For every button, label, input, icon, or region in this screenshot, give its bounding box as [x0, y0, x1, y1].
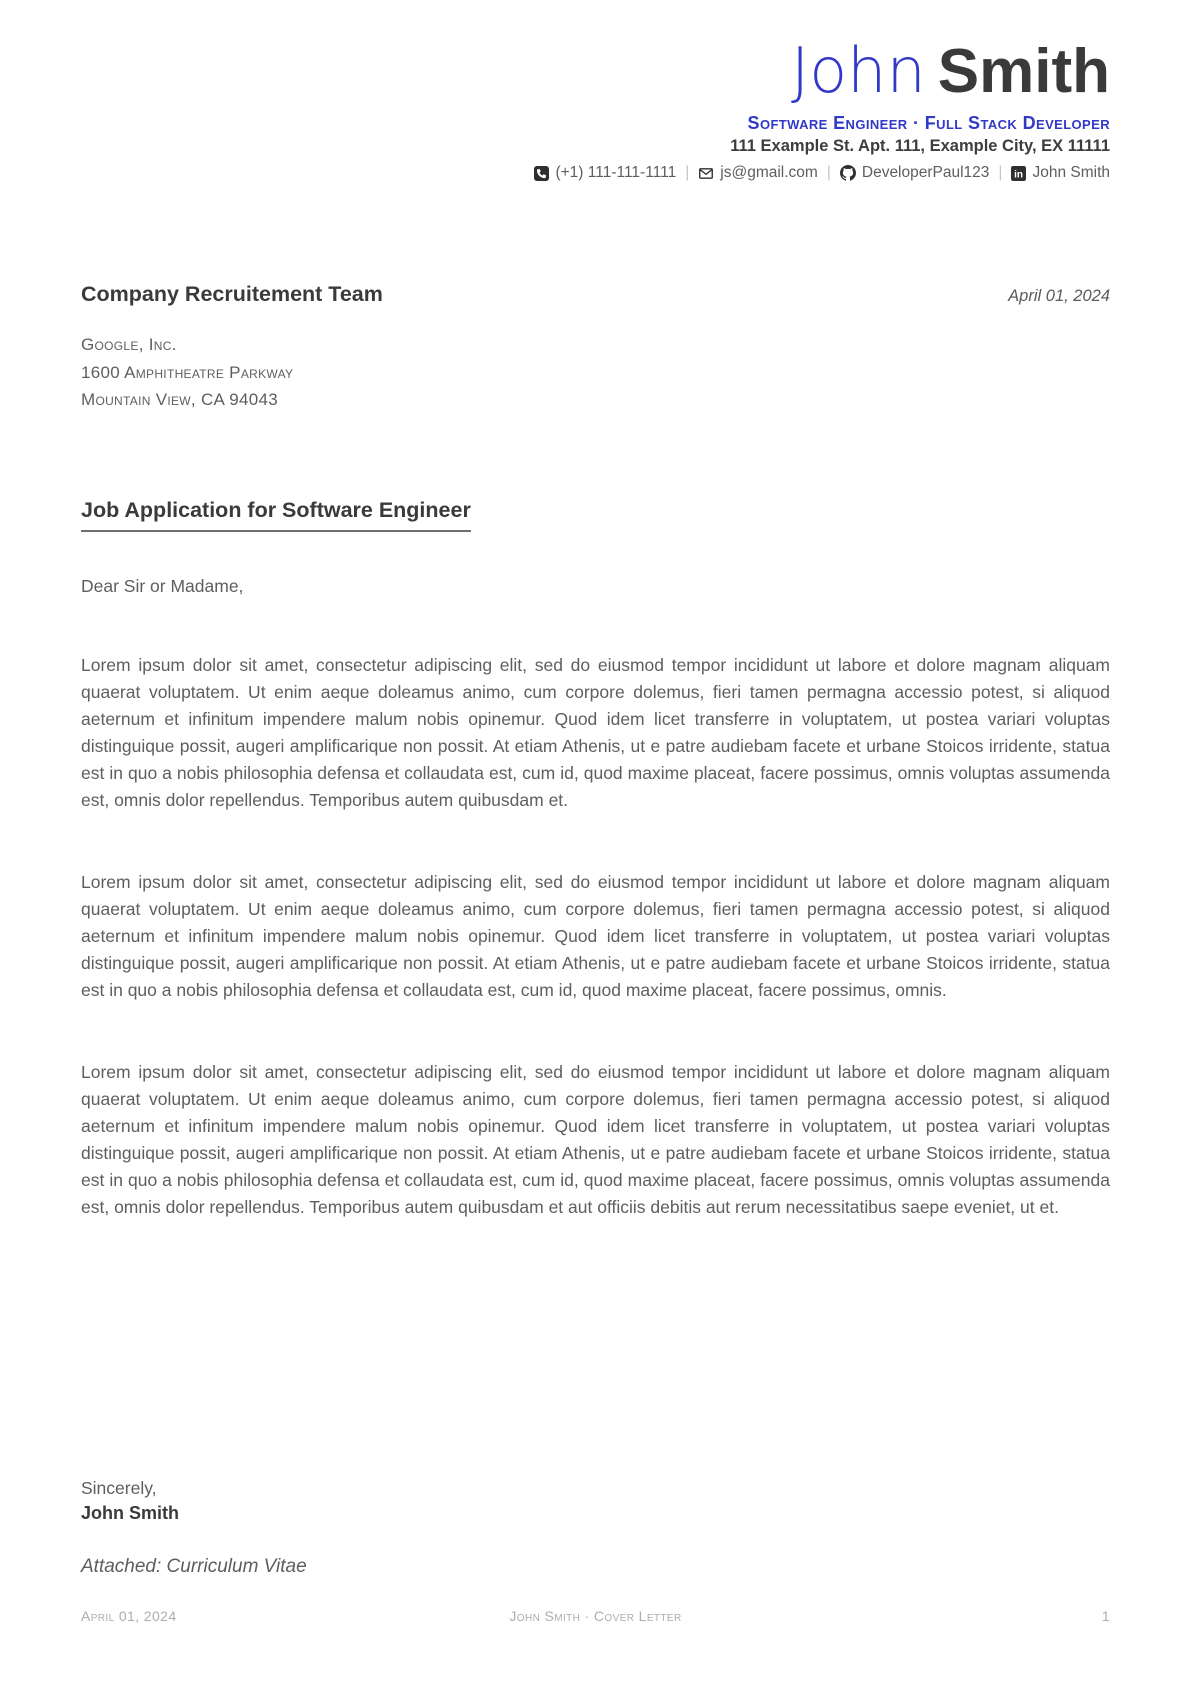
github-icon [840, 165, 856, 181]
last-name: Smith [937, 37, 1110, 106]
recipient-address [81, 331, 1110, 414]
contact-separator: | [826, 164, 831, 181]
recipient-company: Google, Inc. [81, 335, 177, 354]
email-contact[interactable] [698, 164, 818, 182]
position-line: Software Engineer · Full Stack Developer [747, 113, 1110, 133]
address-line: 111 Example St. Apt. 111, Example City, EX 11111 [730, 137, 1110, 155]
letter-body [81, 498, 1110, 1221]
linkedin-contact[interactable] [1011, 164, 1110, 182]
linkedin-icon [1011, 166, 1026, 181]
contact-line [81, 164, 1110, 182]
contact-separator: | [998, 164, 1003, 181]
footer-date: April 01, 2024 [81, 1608, 177, 1624]
envelope-icon [698, 166, 714, 181]
linkedin-name: John Smith [1032, 164, 1110, 181]
phone-contact[interactable] [534, 164, 676, 182]
letter-paragraph-2: Lorem ipsum dolor sit amet, consectetur adipiscing elit, sed do eiusmod tempor incididunt ut labore et dolore magnam aliquam quaerat voluptatem. Ut enim aeque doleamus animo, cum corpore dolemus, fieri tamen permagna accessio potest, si aliquod aeternum et infinitum impendere malum nobis opinemur. Quod idem licet transferre in voluptatem, ut postea variari voluptas distinguique possit, augeri amplificarique non possit. At etiam Athenis, ut e patre audiebam facete et urbane Stoicos irridente, statua est in quo a nobis philosophia defensa et collaudata est, cum id, quod maxime placeat, facere possimus, omnis. [81, 871, 1110, 1000]
attachment-note: Attached: Curriculum Vitae [81, 1556, 307, 1577]
letter-subject: Job Application for Software Engineer [81, 498, 471, 532]
letter-subject-row [81, 498, 1110, 532]
recipient-heading: Company Recruitement Team [81, 282, 383, 306]
closing-block [81, 1478, 307, 1578]
footer-title: John Smith · Cover Letter [509, 1608, 682, 1624]
letter-paragraph-3: Lorem ipsum dolor sit amet, consectetur adipiscing elit, sed do eiusmod tempor incididunt ut labore et dolore magnam aliquam quaerat voluptatem. Ut enim aeque doleamus animo, cum corpore dolemus, fieri tamen permagna accessio potest, si aliquod aeternum et infinitum impendere malum nobis opinemur. Quod idem licet transferre in voluptatem, ut postea variari voluptas distinguique possit, augeri amplificarique non possit. At etiam Athenis, ut e patre audiebam facete et urbane Stoicos irridente, statua est in quo a nobis philosophia defensa et collaudata est, cum id, quod maxime placeat, facere possimus, omnis voluptas assumenda est, omnis dolor repellendus. Temporibus autem quibusdam et aut officiis debitis aut rerum necessitatibus saepe eveniet, ut et. [81, 1061, 1110, 1217]
phone-number: (+1) 111-111-1111 [555, 164, 677, 181]
page-footer [81, 1608, 1110, 1624]
letter-header [81, 34, 1110, 182]
svg-text:in: in [1014, 169, 1024, 181]
recipient-city: Mountain View, CA 94043 [81, 390, 279, 409]
letter-date: April 01, 2024 [1008, 287, 1110, 305]
email-address: js@gmail.com [720, 164, 818, 181]
phone-icon [534, 166, 549, 181]
recipient-block [81, 282, 1110, 414]
github-contact[interactable] [840, 164, 990, 182]
page-number: 1 [1101, 1608, 1110, 1624]
full-name [81, 34, 1110, 107]
first-name: John [790, 34, 926, 107]
github-username: DeveloperPaul123 [861, 164, 990, 181]
recipient-street: 1600 Amphitheatre Parkway [81, 362, 294, 382]
signature-name: John Smith [81, 1503, 179, 1523]
letter-paragraph-1: Lorem ipsum dolor sit amet, consectetur adipiscing elit, sed do eiusmod tempor incididunt ut labore et dolore magnam aliquam quaerat voluptatem. Ut enim aeque doleamus animo, cum corpore dolemus, fieri tamen permagna accessio potest, si aliquod aeternum et infinitum impendere malum nobis opinemur. Quod idem licet transferre in voluptatem, ut postea variari voluptas distinguique possit, augeri amplificarique non possit. At etiam Athenis, ut e patre audiebam facete et urbane Stoicos irridente, statua est in quo a nobis philosophia defensa et collaudata est, cum id, quod maxime placeat, facere possimus, omnis voluptas assumenda est, omnis dolor repellendus. Temporibus autem quibusdam et. [81, 654, 1110, 810]
closing-word: Sincerely, [81, 1478, 157, 1498]
salutation: Dear Sir or Madame, [81, 575, 244, 596]
contact-separator: | [685, 164, 690, 181]
